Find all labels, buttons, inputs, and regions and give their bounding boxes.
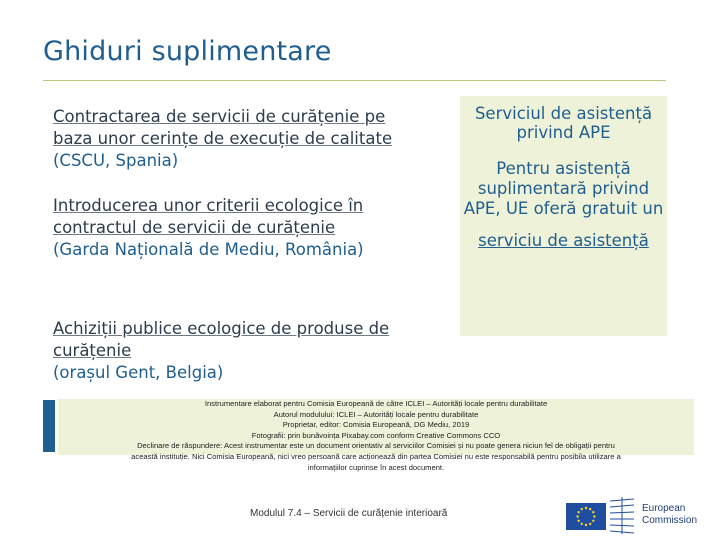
guide-item-2	[53, 195, 428, 261]
wordmark-line-2: Commission	[642, 515, 698, 526]
helpdesk-link[interactable]: serviciu de asistență	[478, 231, 649, 250]
disclaimer-box	[58, 399, 694, 472]
eu-flag-icon	[566, 503, 606, 530]
disclaimer-line: Instrumentare elaborat pentru Comisia Europeană de către ICLEI – Autorități locale pentru durabilitate	[204, 399, 548, 408]
disclaimer-line: Proprietar, editor: Comisia Europeană, DG Mediu, 2019	[282, 420, 470, 430]
european-commission-logo	[566, 495, 696, 535]
guide-item-1	[53, 106, 428, 172]
title-divider	[43, 80, 666, 81]
guide-link-1[interactable]: Contractarea de servicii de curățenie pe baza unor cerințe de execuție de calitate	[53, 107, 393, 148]
helpdesk-body: Pentru asistență suplimentară privind APE, UE oferă gratuit un	[463, 159, 664, 218]
slide-title: Ghiduri suplimentare	[43, 36, 332, 67]
disclaimer-accent-bar	[43, 400, 55, 452]
commission-building-icon	[606, 495, 638, 535]
disclaimer-line: Declinare de răspundere: Acest instrumentar este un document orientativ al serviciilor Comisiei și nu poate genera niciun fel de obligații pentru	[137, 441, 615, 451]
disclaimer-line: Autorul modulului: ICLEI – Autorități locale pentru durabilitate	[273, 409, 479, 419]
helpdesk-heading: Serviciul de asistență privind APE	[474, 104, 653, 142]
disclaimer-line: această instituție. Nici Comisia Europeană, nici vreo persoană care acționează din partea Comisiei nu este responsabilă pentru posibila utilizare a	[131, 451, 621, 461]
wordmark-line-1: European	[642, 503, 686, 514]
guides-list	[53, 106, 428, 382]
guide-source-3: (orașul Gent, Belgia)	[53, 363, 224, 382]
helpdesk-panel	[460, 96, 667, 336]
guide-item-3	[53, 318, 428, 384]
guide-link-2[interactable]: Introducerea unor criterii ecologice în contractul de servicii de curățenie	[53, 196, 364, 237]
guide-source-2: (Garda Națională de Mediu, România)	[53, 240, 364, 259]
disclaimer-line: Fotografii: prin bunăvoința Pixabay.com conform Creative Commons CCO	[251, 430, 501, 440]
commission-wordmark	[642, 503, 697, 527]
guide-link-3[interactable]: Achiziții publice ecologice de produse de curățenie	[53, 319, 390, 360]
disclaimer-line: informațiilor cuprinse în acest document.	[307, 462, 445, 472]
guide-source-1: (CSCU, Spania)	[53, 151, 179, 170]
footer-module-label: Modulul 7.4 – Servicii de curățenie interioară	[250, 508, 448, 519]
